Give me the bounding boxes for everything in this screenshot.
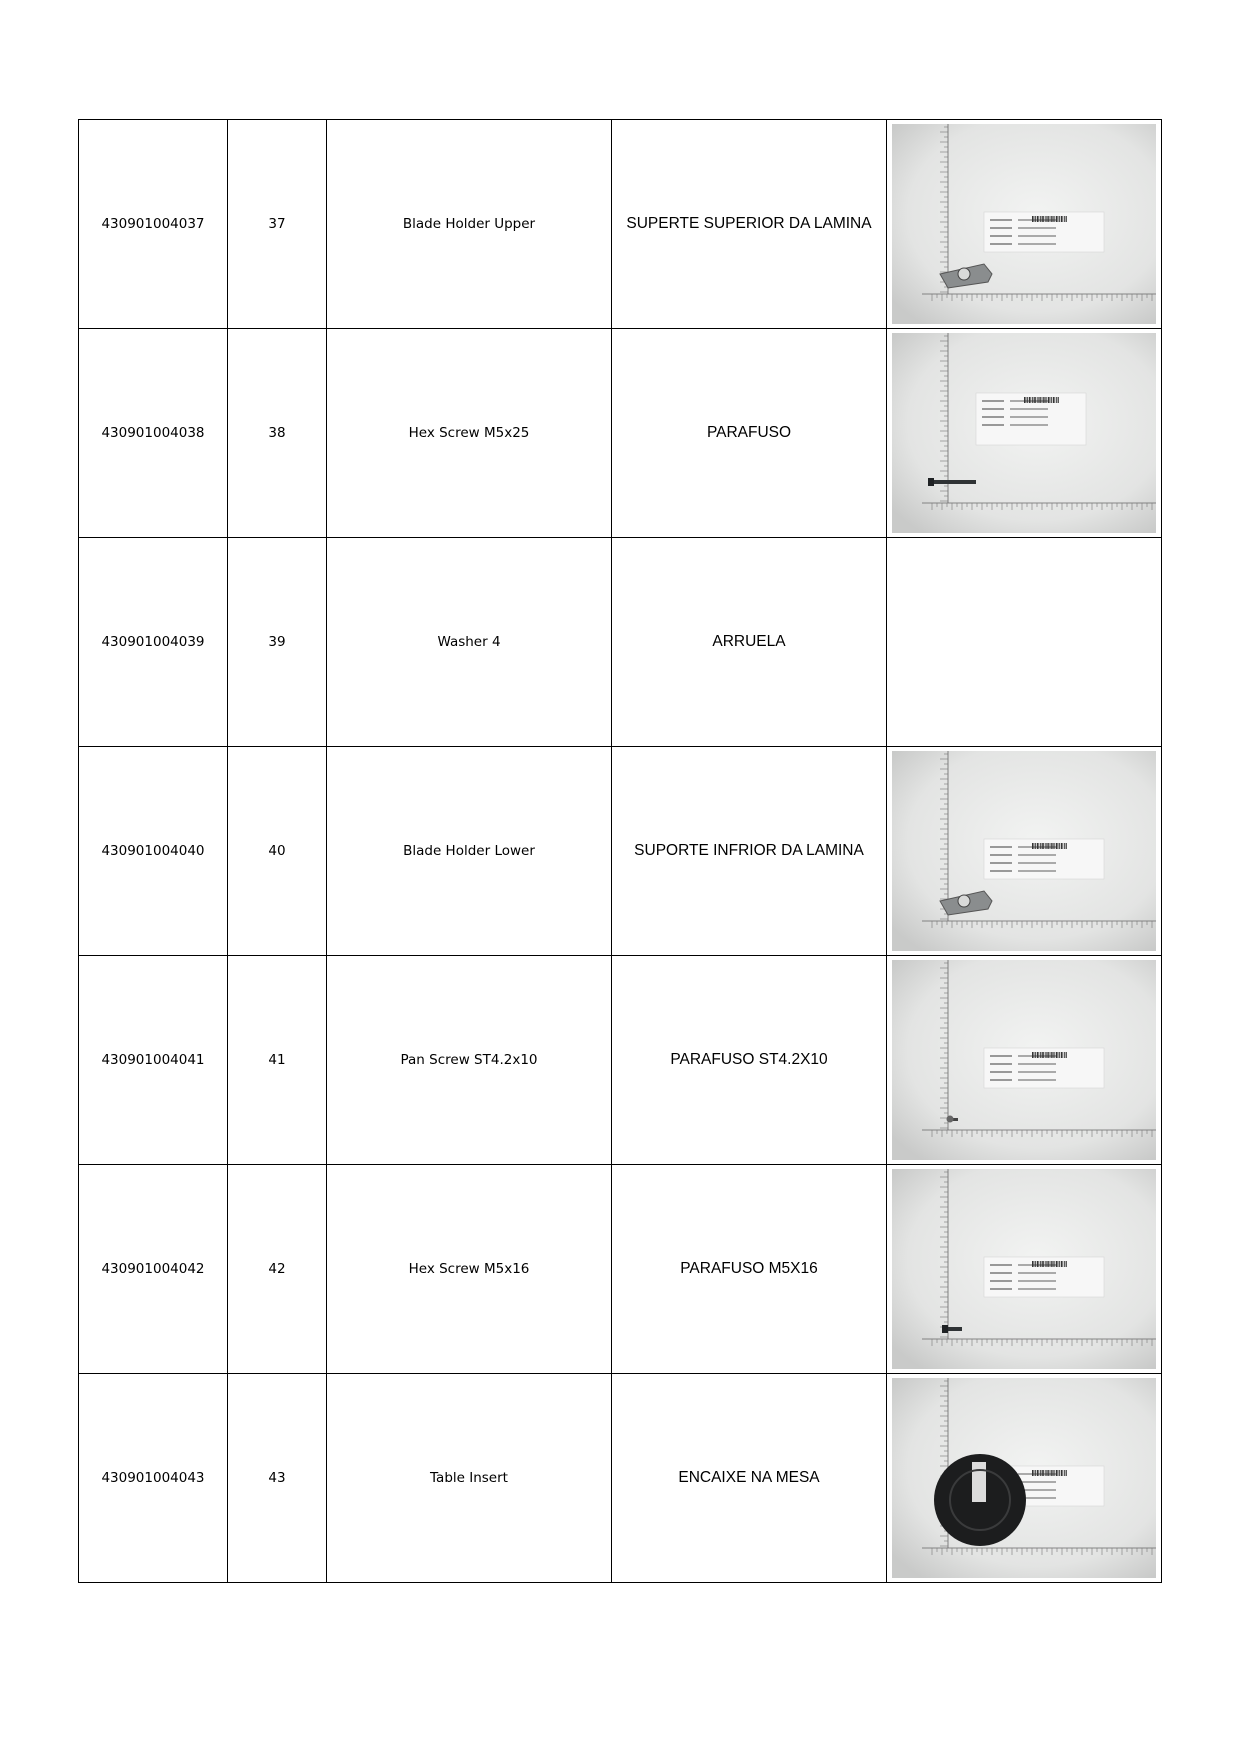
- part-number: 430901004043: [79, 1374, 228, 1583]
- position-number: 42: [228, 1165, 327, 1374]
- part-photo: [892, 124, 1156, 324]
- position-number: 40: [228, 747, 327, 956]
- english-description: Hex Screw M5x16: [327, 1165, 612, 1374]
- part-photo-cell: [887, 329, 1162, 538]
- english-description: Washer 4: [327, 538, 612, 747]
- table-row: [79, 747, 1162, 956]
- table-row: [79, 538, 1162, 747]
- english-description: Pan Screw ST4.2x10: [327, 956, 612, 1165]
- position-number: 37: [228, 120, 327, 329]
- position-number: 38: [228, 329, 327, 538]
- part-photo-cell: [887, 538, 1162, 747]
- portuguese-description: PARAFUSO ST4.2X10: [612, 956, 887, 1165]
- position-number: 43: [228, 1374, 327, 1583]
- part-number: 430901004038: [79, 329, 228, 538]
- english-description: Blade Holder Upper: [327, 120, 612, 329]
- part-photo: [892, 333, 1156, 533]
- table-row: [79, 120, 1162, 329]
- position-number: 41: [228, 956, 327, 1165]
- part-photo: [892, 960, 1156, 1160]
- portuguese-description: PARAFUSO: [612, 329, 887, 538]
- portuguese-description: ARRUELA: [612, 538, 887, 747]
- part-number: 430901004041: [79, 956, 228, 1165]
- portuguese-description: ENCAIXE NA MESA: [612, 1374, 887, 1583]
- portuguese-description: PARAFUSO M5X16: [612, 1165, 887, 1374]
- english-description: Table Insert: [327, 1374, 612, 1583]
- portuguese-description: SUPERTE SUPERIOR DA LAMINA: [612, 120, 887, 329]
- part-photo-cell: [887, 120, 1162, 329]
- part-number: 430901004037: [79, 120, 228, 329]
- table-row: [79, 956, 1162, 1165]
- table-row: [79, 1374, 1162, 1583]
- part-number: 430901004039: [79, 538, 228, 747]
- english-description: Blade Holder Lower: [327, 747, 612, 956]
- table-row: [79, 329, 1162, 538]
- table-row: [79, 1165, 1162, 1374]
- english-description: Hex Screw M5x25: [327, 329, 612, 538]
- part-photo: [892, 1378, 1156, 1578]
- part-photo-cell: [887, 1165, 1162, 1374]
- parts-table: [78, 119, 1162, 1583]
- part-number: 430901004042: [79, 1165, 228, 1374]
- part-photo: [892, 1169, 1156, 1369]
- position-number: 39: [228, 538, 327, 747]
- portuguese-description: SUPORTE INFRIOR DA LAMINA: [612, 747, 887, 956]
- part-photo-cell: [887, 1374, 1162, 1583]
- part-number: 430901004040: [79, 747, 228, 956]
- part-photo-cell: [887, 956, 1162, 1165]
- part-photo-cell: [887, 747, 1162, 956]
- part-photo: [892, 751, 1156, 951]
